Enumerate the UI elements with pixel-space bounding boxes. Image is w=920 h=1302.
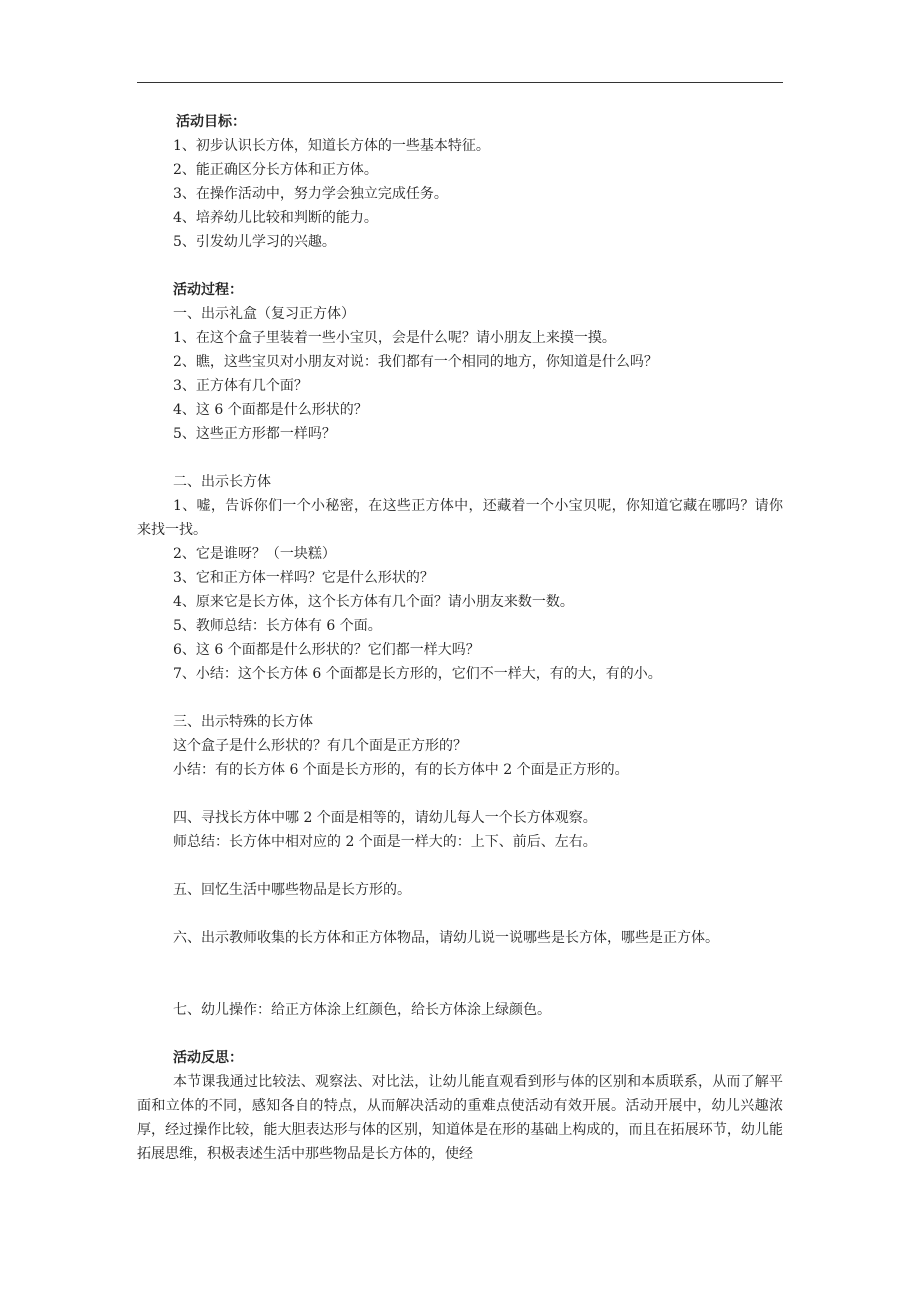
section-title: 二、出示长方体 — [173, 474, 271, 490]
process-line: 这个盒子是什么形状的？有几个面是正方形的？ — [173, 738, 467, 754]
process-item: 5、这些正方形都一样吗？ — [173, 426, 336, 442]
reflection-heading: 活动反思： — [173, 1050, 243, 1066]
section-title: 六、出示教师收集的长方体和正方体物品，请幼儿说一说哪些是长方体，哪些是正方体。 — [173, 930, 719, 946]
goal-item: 3、在操作活动中，努力学会独立完成任务。 — [173, 186, 448, 202]
process-item: 6、这 6 个面都是什么形状的？它们都一样大吗？ — [173, 642, 480, 658]
process-line: 小结：有的长方体 6 个面是长方形的，有的长方体中 2 个面是正方形的。 — [173, 762, 629, 778]
process-item: 3、正方体有几个面？ — [173, 378, 308, 394]
section-title: 三、出示特殊的长方体 — [173, 714, 313, 730]
process-item: 4、原来它是长方体，这个长方体有几个面？请小朋友来数一数。 — [173, 594, 574, 610]
section-title: 七、幼儿操作：给正方体涂上红颜色，给长方体涂上绿颜色。 — [173, 1002, 551, 1018]
section-title: 五、回忆生活中哪些物品是长方形的。 — [173, 882, 411, 898]
process-heading: 活动过程： — [173, 282, 243, 298]
process-item: 2、它是谁呀？（一块糕） — [173, 546, 336, 562]
goal-item: 1、初步认识长方体，知道长方体的一些基本特征。 — [173, 138, 490, 154]
goal-item: 4、培养幼儿比较和判断的能力。 — [173, 210, 378, 226]
process-item: 7、小结：这个长方体 6 个面都是长方形的，它们不一样大，有的大，有的小。 — [173, 666, 662, 682]
process-item: 1、在这个盒子里装着一些小宝贝，会是什么呢？请小朋友上来摸一摸。 — [173, 330, 616, 346]
process-item: 3、它和正方体一样吗？它是什么形状的？ — [173, 570, 434, 586]
reflection-text: 本节课我通过比较法、观察法、对比法，让幼儿能直观看到形与体的区别和本质联系，从而了解平面和立体的不同，感知各自的特点，从而解决活动的重难点使活动有效开展。活动开展中，幼儿兴趣浓厚，经过操作比较，能大胆表达形与体的区别，知道体是在形的基础上构成的，而且在拓展环节，幼儿能拓展思维，积极表述生活中那些物品是长方体的，使经 — [137, 1074, 783, 1162]
process-item: 2、瞧，这些宝贝对小朋友对说：我们都有一个相同的地方，你知道是什么吗？ — [173, 354, 658, 370]
process-line: 师总结：长方体中相对应的 2 个面是一样大的：上下、前后、左右。 — [173, 834, 597, 850]
process-item: 1、嘘，告诉你们一个小秘密，在这些正方体中，还藏着一个小宝贝呢，你知道它藏在哪吗？请你来找一找。 — [137, 498, 783, 538]
process-item: 5、教师总结：长方体有 6 个面。 — [173, 618, 382, 634]
section-title: 一、出示礼盒（复习正方体） — [173, 306, 355, 322]
goal-item: 5、引发幼儿学习的兴趣。 — [173, 234, 336, 250]
section-title: 四、寻找长方体中哪 2 个面是相等的，请幼儿每人一个长方体观察。 — [173, 810, 597, 826]
process-item: 4、这 6 个面都是什么形状的？ — [173, 402, 368, 418]
goal-item: 2、能正确区分长方体和正方体。 — [173, 162, 378, 178]
document-body — [137, 110, 783, 1166]
goals-heading: 活动目标： — [176, 114, 246, 130]
header-rule — [137, 82, 783, 83]
